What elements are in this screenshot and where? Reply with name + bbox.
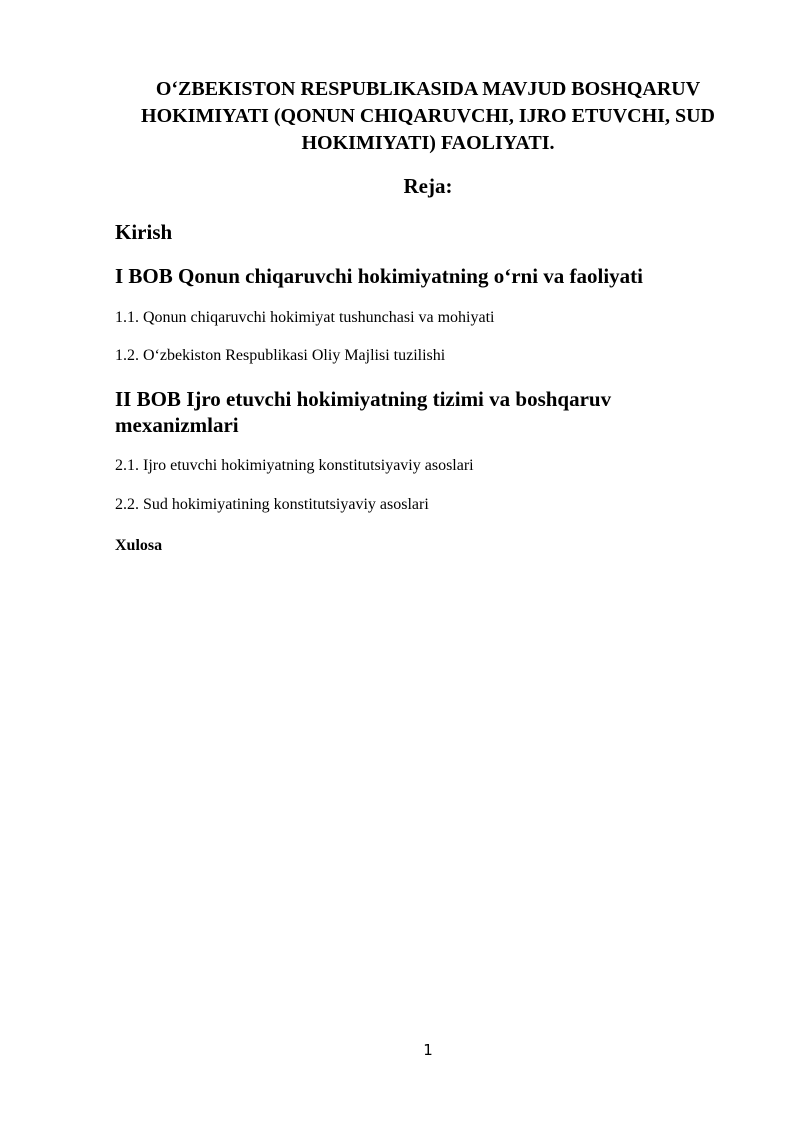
page-number: 1 (423, 1041, 433, 1059)
conclusion-heading: Xulosa (115, 537, 163, 554)
chapter-1-item-2: 1.2. O‘zbekiston Respublikasi Oliy Majlisi tuzilishi (115, 347, 446, 364)
chapter-1-item-1: 1.1. Qonun chiqaruvchi hokimiyat tushunchasi va mohiyati (115, 309, 495, 326)
document-title: O‘ZBEKISTON RESPUBLIKASIDA MAVJUD BOSHQARUV HOKIMIYATI (QONUN CHIQARUVCHI, IJRO ETUVCHI, SUD HOKIMIYATI) FAOLIYATI. (141, 78, 715, 154)
introduction-heading: Kirish (115, 220, 173, 244)
chapter-1-heading: I BOB Qonun chiqaruvchi hokimiyatning o‘rni va faoliyati (115, 264, 644, 288)
chapter-2-item-2: 2.2. Sud hokimiyatining konstitutsiyaviy asoslari (115, 496, 429, 513)
plan-heading: Reja: (403, 174, 453, 198)
chapter-2-item-1: 2.1. Ijro etuvchi hokimiyatning konstitutsiyaviy asoslari (115, 457, 474, 474)
chapter-2-heading: II BOB Ijro etuvchi hokimiyatning tizimi va boshqaruv mexanizmlari (115, 387, 612, 437)
